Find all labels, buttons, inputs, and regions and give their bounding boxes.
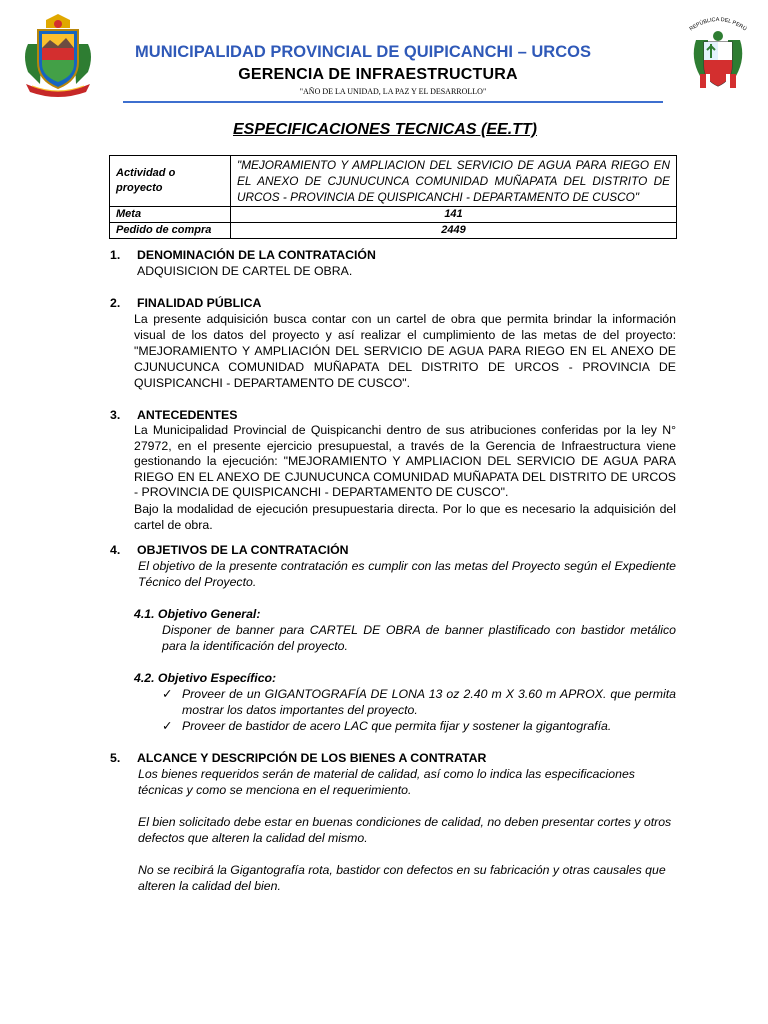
section-heading: 1. DENOMINACIÓN DE LA CONTRATACIÓN (110, 248, 376, 262)
republica-del-peru-text: REPÚBLICA DEL PERÚ (688, 16, 748, 33)
meta-label: Meta (110, 207, 231, 223)
subsection-objetivo-especifico (134, 670, 676, 734)
document-title: ESPECIFICACIONES TECNICAS (EE.TT) (232, 121, 538, 138)
section-heading: 4. OBJETIVOS DE LA CONTRATACIÓN (110, 543, 349, 557)
section-paragraph: El bien solicitado debe estar en buenas condiciones de calidad, no deben presentar cortes y otros defectos que alteren la calidad del mismo. (138, 815, 672, 845)
section-alcance (110, 750, 676, 910)
section-heading: 5. ALCANCE Y DESCRIPCIÓN DE LOS BIENES A CONTRATAR (110, 751, 487, 765)
section-body-2: Bajo la modalidad de ejecución presupuestaria directa. Por lo que es necesario la adquisición del cartel de obra. (134, 501, 676, 532)
section-objetivos (110, 542, 676, 590)
year-motto: "AÑO DE LA UNIDAD, LA PAZ Y EL DESARROLLO" (299, 87, 487, 96)
subsection-heading: 4.1. Objetivo General: (134, 607, 261, 621)
project-value: "MEJORAMIENTO Y AMPLIACION DEL SERVICIO DE AGUA PARA RIEGO EN EL ANEXO DE CJUNUCUNCA COMUNIDAD MUÑAPATA DEL DISTRITO DE URCOS - PROVINCIA DE QUISPICANCHI - DEPARTAMENTO DE CUSCO" (231, 156, 677, 207)
table-row (110, 223, 677, 239)
section-heading: 2. FINALIDAD PÚBLICA (110, 296, 262, 310)
checkmark-icon: ✓ (162, 687, 173, 701)
header-divider (123, 101, 663, 103)
list-item: ✓ Proveer de bastidor de acero LAC que permita fijar y sostener la gigantografía. (162, 719, 612, 733)
department-name: GERENCIA DE INFRAESTRUCTURA (238, 66, 518, 83)
project-info-table (109, 155, 677, 239)
checkmark-icon: ✓ (162, 719, 173, 733)
peru-national-shield-icon (686, 14, 750, 92)
project-label: Actividad o proyecto (110, 156, 231, 207)
section-body: ADQUISICION DE CARTEL DE OBRA. (137, 264, 353, 278)
section-paragraph: No se recibirá la Gigantografía rota, bastidor con defectos en su fabricación y otras causales que alteren la calidad del bien. (138, 863, 666, 893)
subsection-objetivo-general (134, 606, 676, 654)
meta-value: 141 (231, 207, 677, 223)
list-item: ✓ Proveer de un GIGANTOGRAFÍA DE LONA 13 oz 2.40 m X 3.60 m APROX. que permita mostrar los datos importantes del proyecto. (162, 687, 676, 717)
section-heading: 3. ANTECEDENTES (110, 408, 238, 422)
table-row (110, 207, 677, 223)
section-antecedentes (110, 407, 676, 533)
section-body: El objetivo de la presente contratación es cumplir con las metas del Proyecto según el Expediente Técnico del Proyecto. (138, 559, 676, 589)
section-denominacion (110, 247, 676, 279)
section-finalidad (110, 295, 676, 391)
section-paragraph: Los bienes requeridos serán de material de calidad, así como lo indica las especificaciones técnicas y como se menciona en el requerimiento. (138, 767, 635, 797)
section-body: La Municipalidad Provincial de Quispicanchi dentro de sus atribuciones conferidas por la ley N° 27972, en el presente ejercicio presupuestal, a través de la Gerencia de Infraestructura viene gestionando la ejecución: "MEJORAMIENTO Y AMPLIACION DEL SERVICIO DE AGUA PARA RIEGO EN EL ANEXO DE CJUNUCUNCA COMUNIDAD MUÑAPATA DEL DISTRITO DE URCOS - PROVINCIA DE QUISPICANCHI - DEPARTAMENTO DE CUSCO". (134, 423, 676, 499)
subsection-heading: 4.2. Objetivo Específico: (134, 671, 277, 685)
section-body: La presente adquisición busca contar con un cartel de obra que permita brindar la información visual de los datos del proyecto y así realizar el cumplimiento de las metas de del proyecto: "MEJORAMIENTO Y AMPLIACIÓN DEL SERVICIO DE AGUA PARA RIEGO EN EL ANEXO DE CJUNUCUNCA COMUNIDAD MUÑAPATA DEL DISTRITO DE URCOS - PROVINCIA DE QUISPICANCHI - DEPARTAMENTO DE CUSCO". (134, 312, 676, 390)
municipality-name: MUNICIPALIDAD PROVINCIAL DE QUIPICANCHI – URCOS (135, 43, 591, 61)
municipal-coat-of-arms-icon (20, 14, 96, 98)
pedido-value: 2449 (231, 223, 677, 239)
subsection-body: Disponer de banner para CARTEL DE OBRA de banner plastificado con bastidor metálico para la identificación del proyecto. (162, 623, 676, 653)
pedido-label: Pedido de compra (110, 223, 231, 239)
table-row (110, 156, 677, 207)
